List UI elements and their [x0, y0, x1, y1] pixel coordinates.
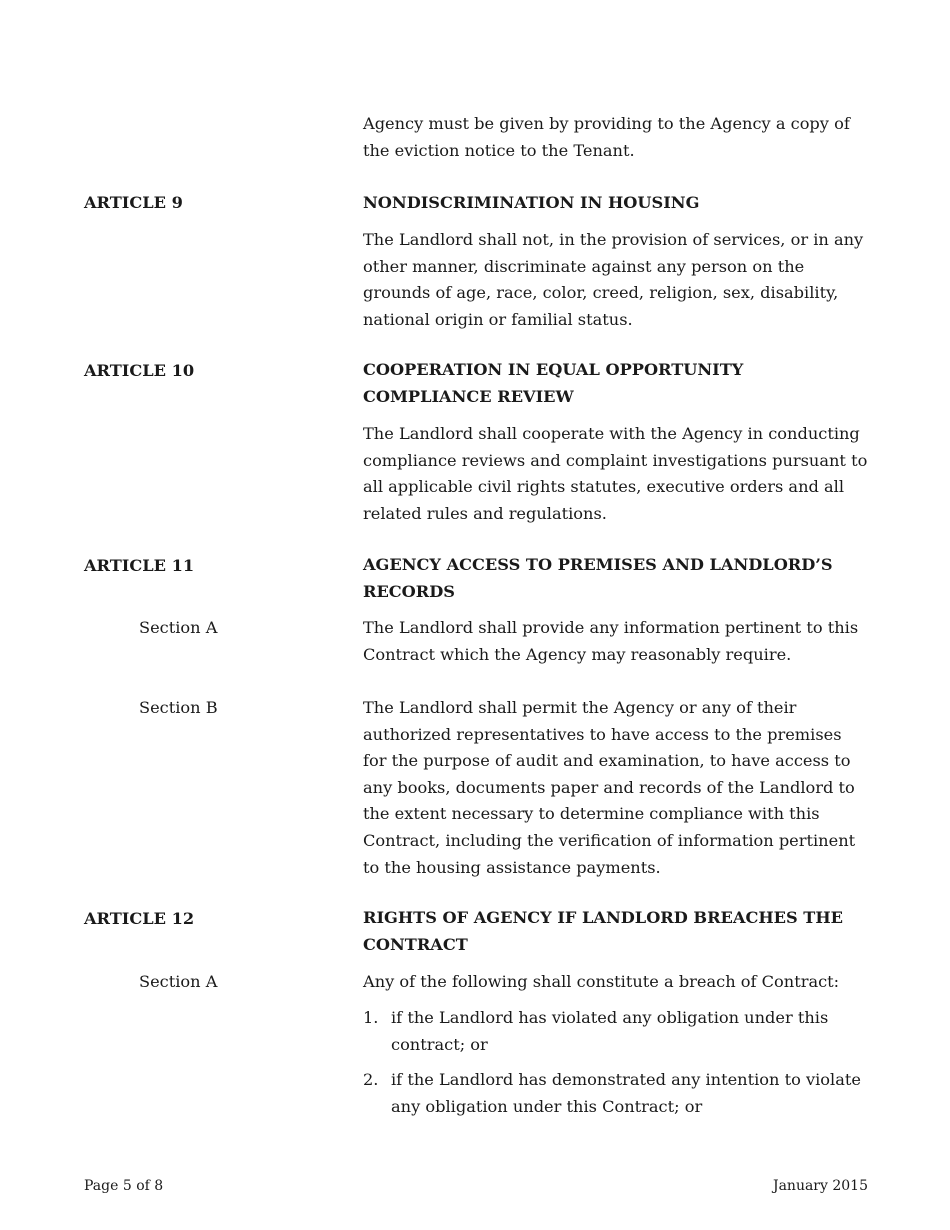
article-12-section-a-label: Section A	[139, 972, 218, 991]
article-9-body: The Landlord shall not, in the provision of services, or in any other manner, discriminate against any person on the grounds of age, race, color, creed, religion, sex, disability, national origin or familial status.	[363, 230, 864, 329]
list-item	[363, 1067, 868, 1120]
article-10-title: COOPERATION IN EQUAL OPPORTUNITY COMPLIANCE REVIEW	[363, 360, 744, 406]
article-10-label: ARTICLE 10	[84, 361, 195, 380]
article-11-section-a-label: Section A	[139, 618, 218, 637]
article-11-section-b-label: Section B	[139, 698, 218, 717]
list-item-number: 2.	[363, 1070, 379, 1089]
list-item-text: if the Landlord has demonstrated any intention to violate any obligation under this Contract; or	[391, 1070, 861, 1116]
footer-date: January 2015	[772, 1178, 868, 1194]
page-number: Page 5 of 8	[84, 1178, 164, 1194]
article-11-title: AGENCY ACCESS TO PREMISES AND LANDLORD’S RECORDS	[363, 555, 833, 601]
article-12-label: ARTICLE 12	[84, 909, 195, 928]
list-item-text: if the Landlord has violated any obligation under this contract; or	[391, 1008, 829, 1054]
intro-paragraph: Agency must be given by providing to the Agency a copy of the eviction notice to the Tenant.	[363, 114, 850, 160]
article-11-label: ARTICLE 11	[84, 556, 195, 575]
list-item-number: 1.	[363, 1008, 379, 1027]
article-12-section-a-body: Any of the following shall constitute a breach of Contract:	[363, 972, 840, 991]
article-9-title: NONDISCRIMINATION IN HOUSING	[363, 193, 700, 212]
article-9-label: ARTICLE 9	[84, 193, 183, 212]
article-11-section-b-body: The Landlord shall permit the Agency or any of their authorized representatives to have access to the premises for the purpose of audit and examination, to have access to any books, documents paper and records of the Landlord to the extent necessary to determine compliance with this Contract, including the verification of information pertinent to the housing assistance payments.	[363, 698, 856, 877]
article-12-title: RIGHTS OF AGENCY IF LANDLORD BREACHES THE CONTRACT	[363, 908, 843, 954]
article-10-body: The Landlord shall cooperate with the Agency in conducting compliance reviews and complaint investigations pursuant to all applicable civil rights statutes, executive orders and all related rules and regulations.	[363, 424, 868, 523]
article-11-section-a-body: The Landlord shall provide any information pertinent to this Contract which the Agency may reasonably require.	[363, 618, 859, 664]
list-item	[363, 1005, 868, 1058]
